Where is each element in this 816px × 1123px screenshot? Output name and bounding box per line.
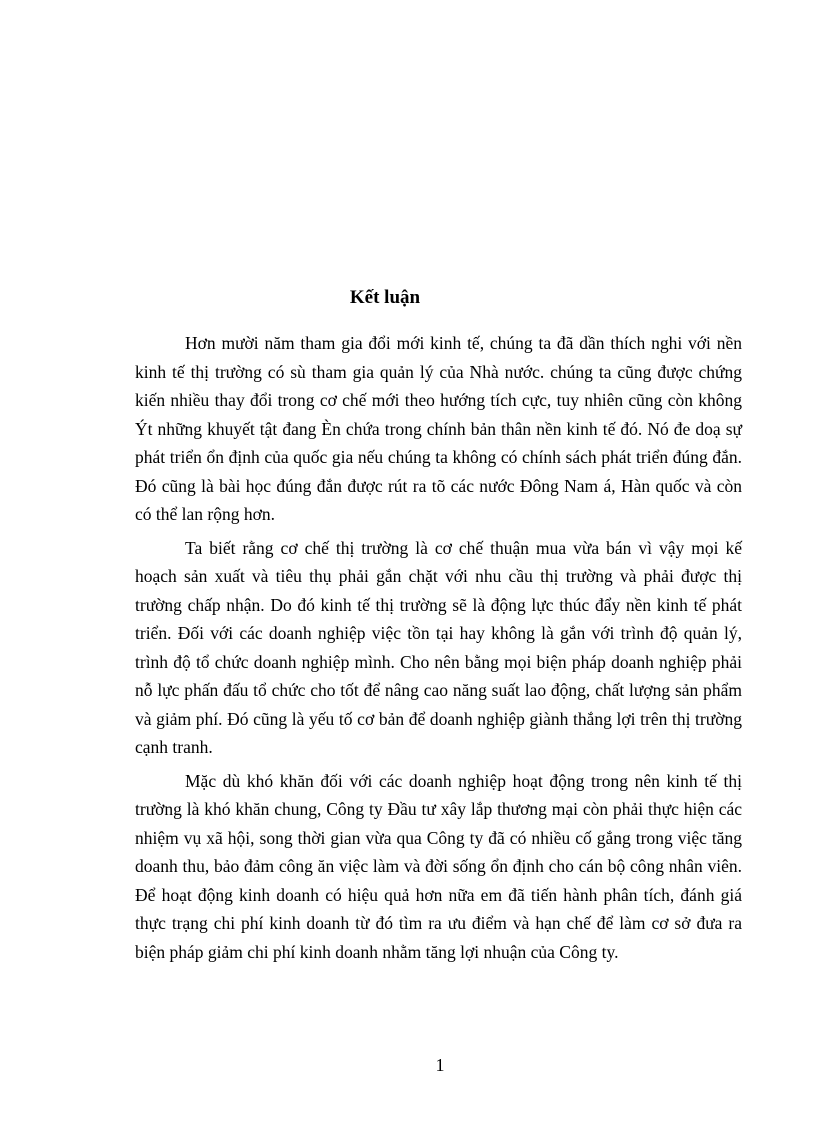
body-text	[135, 329, 742, 971]
page-title: Kết luận	[349, 287, 421, 308]
paragraph-3: Mặc dù khó khăn đối với các doanh nghiệp hoạt động trong nên kinh tế thị trường là khó khăn chung, Công ty Đầu tư xây lắp thương mại còn phải thực hiện các nhiệm vụ xã hội, song thời gian vừa qua Công ty đã có nhiều cố gắng trong việc tăng doanh thu, bảo đảm công ăn việc làm và đời sống ổn định cho cán bộ công nhân viên. Để hoạt động kinh doanh có hiệu quả hơn nữa em đã tiến hành phân tích, đánh giá thực trạng chi phí kinh doanh từ đó tìm ra ưu điểm và hạn chế để làm cơ sở đưa ra biện pháp giảm chi phí kinh doanh nhằm tăng lợi nhuận của Công ty.	[135, 770, 742, 962]
page-number: 1	[435, 1055, 445, 1075]
paragraph-2: Ta biết rằng cơ chế thị trường là cơ chế thuận mua vừa bán vì vậy mọi kế hoạch sản xuất và tiêu thụ phải gắn chặt với nhu cầu thị trường và phải được thị trường chấp nhận. Do đó kinh tế thị trường sẽ là động lực thúc đẩy nền kinh tế phát triển. Đối với các doanh nghiệp việc tồn tại hay không là gắn với trình độ quản lý, trình độ tổ chức doanh nghiệp mình. Cho nên bằng mọi biện pháp doanh nghiệp phải nỗ lực phấn đấu tổ chức cho tốt để nâng cao năng suất lao động, chất lượng sản phẩm và giảm phí. Đó cũng là yếu tố cơ bản để doanh nghiệp giành thắng lợi trên thị trường cạnh tranh.	[135, 537, 742, 757]
paragraph-1: Hơn mười năm tham gia đổi mới kinh tế, chúng ta đã dần thích nghi với nền kinh tế thị trường có sù tham gia quản lý của Nhà nước. chúng ta cũng được chứng kiến nhiều thay đổi trong cơ chế mới theo hướng tích cực, tuy nhiên cũng còn không Ýt những khuyết tật đang Èn chứa trong chính bản thân nền kinh tế đó. Nó đe doạ sự phát triển ổn định của quốc gia nếu chúng ta không có chính sách phát triển đúng đắn. Đó cũng là bài học đúng đắn được rút ra tõ các nước Đông Nam á, Hàn quốc và còn có thể lan rộng hơn.	[135, 333, 742, 524]
